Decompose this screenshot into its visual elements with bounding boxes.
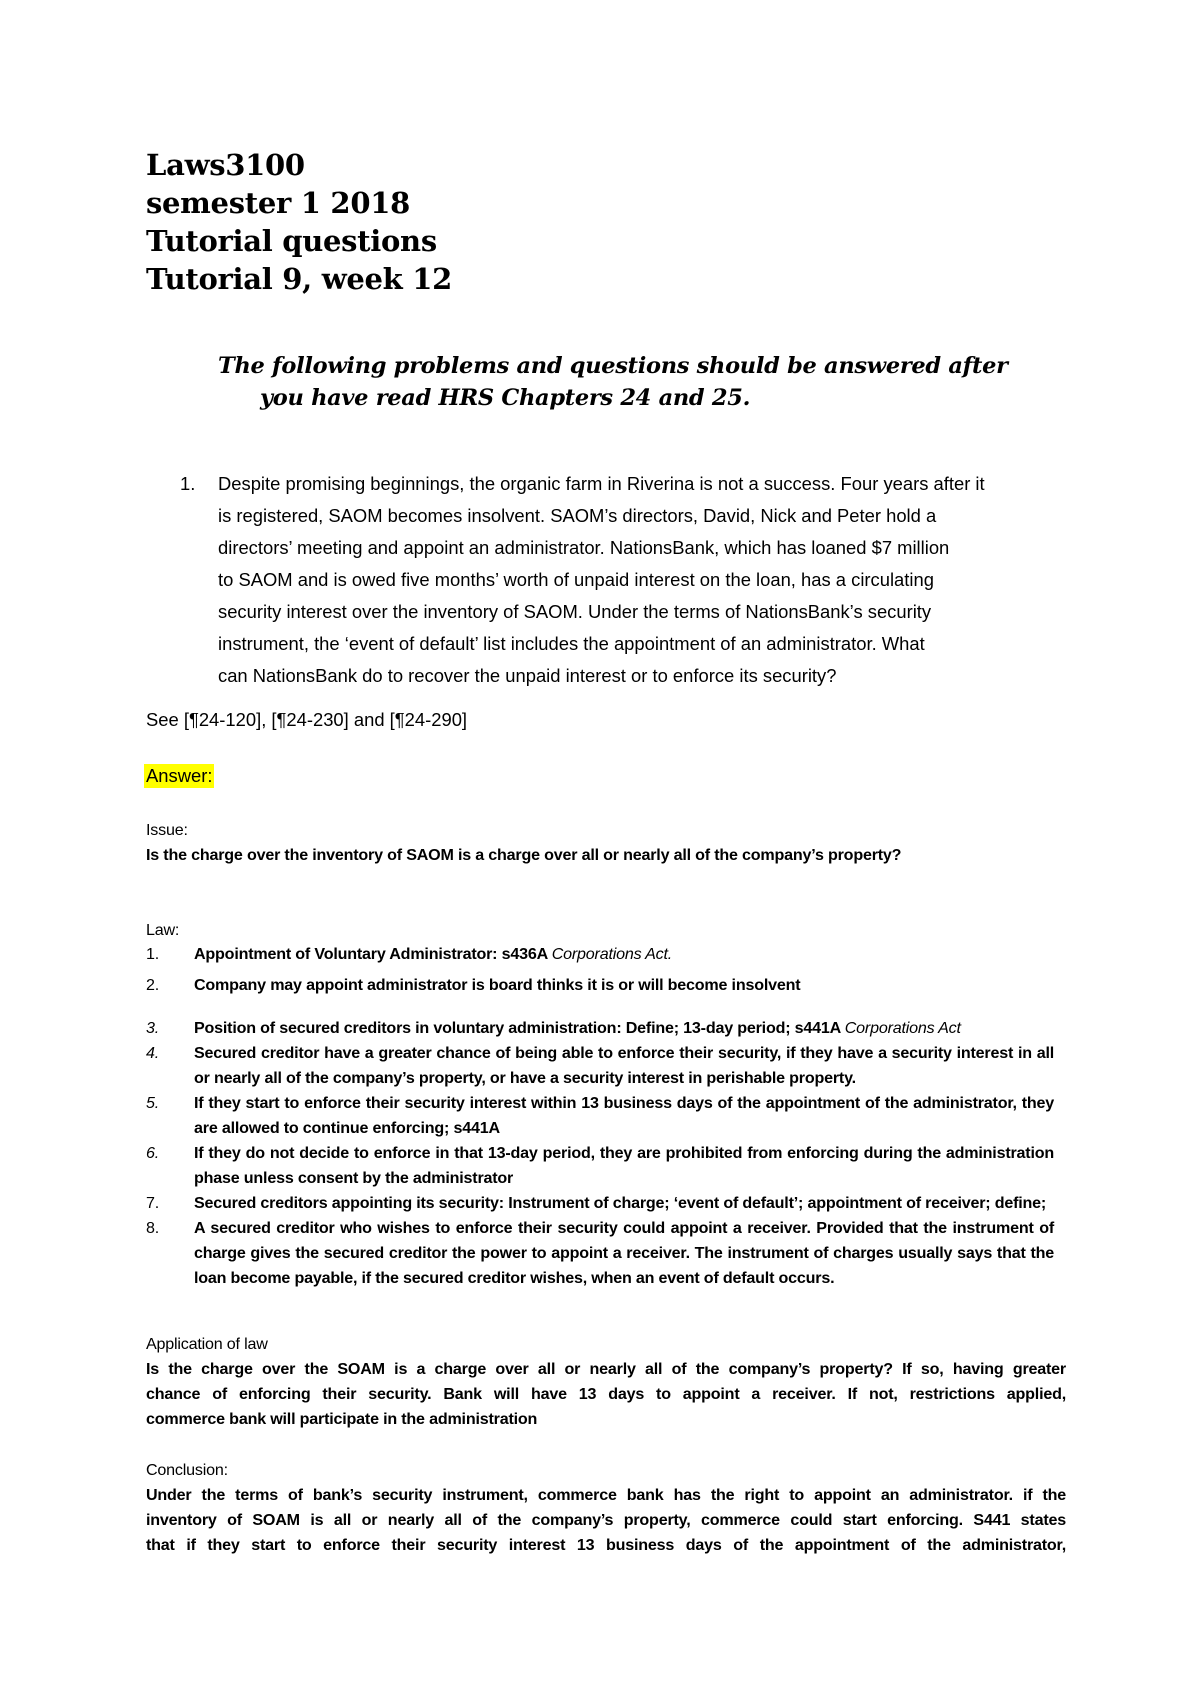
reference-line: See [¶24-120], [¶24-230] and [¶24-290] <box>146 709 468 730</box>
conclusion-line: Under the terms of bank’s security instrument, commerce bank has the right to appoint an administrator. if the <box>146 1486 1066 1504</box>
law-item-text: If they start to enforce their security interest within 13 business days of the appointment of the administrator, they are allowed to continue enforcing; s441A <box>194 1094 1054 1137</box>
intro-instructions <box>218 350 1058 414</box>
law-item-text: Secured creditors appointing its security: Instrument of charge; ‘event of default’; appointment of receiver; define; <box>194 1194 1047 1212</box>
question-line: directors’ meeting and appoint an administrator. NationsBank, which has loaned $7 million <box>218 537 950 558</box>
law-item-number: 8. <box>146 1219 160 1237</box>
conclusion-section <box>146 1458 1066 1558</box>
issue-heading: Issue: <box>146 821 188 839</box>
question-text <box>218 468 1038 692</box>
application-text <box>146 1357 1066 1432</box>
title-block <box>146 146 452 298</box>
law-item <box>146 942 1066 967</box>
conclusion-heading: Conclusion: <box>146 1461 228 1479</box>
law-item-act: Corporations Act <box>844 1019 961 1037</box>
issue-section <box>146 818 1066 868</box>
conclusion-text <box>146 1483 1066 1558</box>
question-line: is registered, SAOM becomes insolvent. SAOM’s directors, David, Nick and Peter hold a <box>218 505 937 526</box>
law-item-text: Position of secured creditors in voluntary administration: Define; 13-day period; s441A <box>194 1019 845 1037</box>
law-item-text: A secured creditor who wishes to enforce their security could appoint a receiver. Provided that the instrument of charge gives the secured creditor the power to appoint a receiver. The instrument of charges usually says that the loan become payable, if the secured creditor wishes, when an event of default occurs. <box>194 1219 1054 1287</box>
question-line: Despite promising beginnings, the organic farm in Riverina is not a success. Four years after it <box>218 473 985 494</box>
law-item-text: Appointment of Voluntary Administrator: s436A <box>194 945 552 963</box>
application-line: commerce bank will participate in the administration <box>146 1410 538 1428</box>
doc-type-line: Tutorial questions <box>146 224 437 258</box>
law-item-number: 4. <box>146 1044 160 1062</box>
law-item-number: 3. <box>146 1019 160 1037</box>
issue-text: Is the charge over the inventory of SAOM is a charge over all or nearly all of the company’s property? <box>146 846 902 864</box>
question-1 <box>180 468 1060 692</box>
law-item-number: 6. <box>146 1144 160 1162</box>
application-heading: Application of law <box>146 1335 268 1353</box>
answer-label: Answer: <box>146 765 213 786</box>
application-line: chance of enforcing their security. Bank will have 13 days to appoint a receiver. If not, restrictions applied, <box>146 1385 1066 1403</box>
law-item <box>146 1191 1066 1216</box>
law-item <box>146 1041 1066 1091</box>
conclusion-line: inventory of SOAM is all or nearly all of the company’s property, commerce could start enforcing. S441 states <box>146 1511 1066 1529</box>
law-item-number: 7. <box>146 1194 160 1212</box>
question-line: security interest over the inventory of SAOM. Under the terms of NationsBank’s security <box>218 601 932 622</box>
law-item <box>146 973 1066 998</box>
law-item-text: Secured creditor have a greater chance of being able to enforce their security, if they have a security interest in all or nearly all of the company’s property, or have a security interest in perishable property. <box>194 1044 1054 1087</box>
law-item-number: 1. <box>146 945 160 963</box>
law-item <box>146 1141 1066 1191</box>
question-line: instrument, the ‘event of default’ list includes the appointment of an administrator. What <box>218 633 925 654</box>
application-line: Is the charge over the SOAM is a charge over all or nearly all of the company’s property? If so, having greater <box>146 1360 1066 1378</box>
law-item-act: Corporations Act. <box>551 945 673 963</box>
conclusion-line: that if they start to enforce their security interest 13 business days of the appointment of the administrator, <box>146 1536 1066 1554</box>
law-item <box>146 1216 1066 1291</box>
law-heading: Law: <box>146 921 180 939</box>
law-section <box>146 918 1066 1291</box>
tutorial-line: Tutorial 9, week 12 <box>146 262 453 296</box>
question-line: can NationsBank do to recover the unpaid interest or to enforce its security? <box>218 665 837 686</box>
law-item-text: If they do not decide to enforce in that 13-day period, they are prohibited from enforcing during the administration phase unless consent by the administrator <box>194 1144 1054 1187</box>
semester-line: semester 1 2018 <box>146 186 410 220</box>
law-item-number: 5. <box>146 1094 160 1112</box>
law-item <box>146 1016 1066 1041</box>
law-item-number: 2. <box>146 976 160 994</box>
law-item-text: Company may appoint administrator is board thinks it is or will become insolvent <box>194 976 801 994</box>
law-item <box>146 1091 1066 1141</box>
application-section <box>146 1332 1066 1432</box>
intro-line-2: you have read HRS Chapters 24 and 25. <box>260 385 751 411</box>
intro-line-1: The following problems and questions should be answered after <box>218 353 1008 379</box>
course-code: Laws3100 <box>146 148 305 182</box>
question-number: 1. <box>180 473 196 494</box>
question-line: to SAOM and is owed five months’ worth of unpaid interest on the loan, has a circulating <box>218 569 934 590</box>
